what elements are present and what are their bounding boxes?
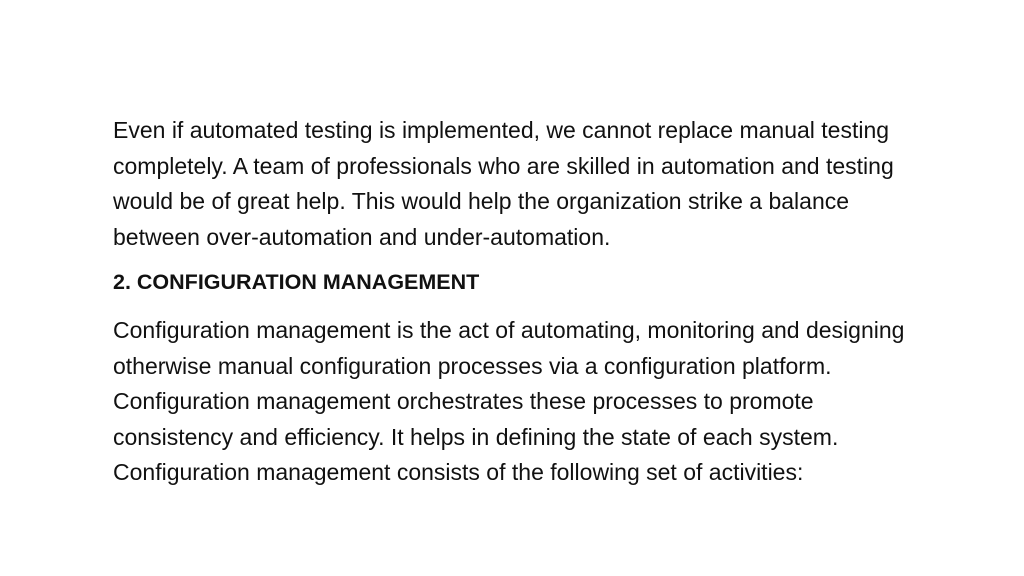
paragraph-line: Configuration management consists of the following set of activities: bbox=[113, 459, 804, 485]
paragraph-line: consistency and efficiency. It helps in defining the state of each system. bbox=[113, 423, 839, 450]
paragraph-line: Configuration management orchestrates these processes to promote bbox=[113, 388, 814, 414]
configuration-paragraph bbox=[113, 313, 1008, 491]
paragraph-line: Even if automated testing is implemented, we cannot replace manual testing bbox=[113, 117, 890, 143]
paragraph-line: otherwise manual configuration processes via a configuration platform. bbox=[113, 352, 832, 379]
paragraph-line: would be of great help. This would help the organization strike a balance bbox=[113, 188, 850, 214]
paragraph-line: Configuration management is the act of automating, monitoring and designing bbox=[113, 317, 905, 343]
slide-content bbox=[113, 113, 1008, 491]
intro-paragraph bbox=[113, 113, 1008, 255]
paragraph-line: completely. A team of professionals who are skilled in automation and testing bbox=[113, 152, 894, 179]
section-heading: 2. CONFIGURATION MANAGEMENT bbox=[113, 270, 480, 294]
paragraph-line: between over-automation and under-automation. bbox=[113, 223, 611, 250]
